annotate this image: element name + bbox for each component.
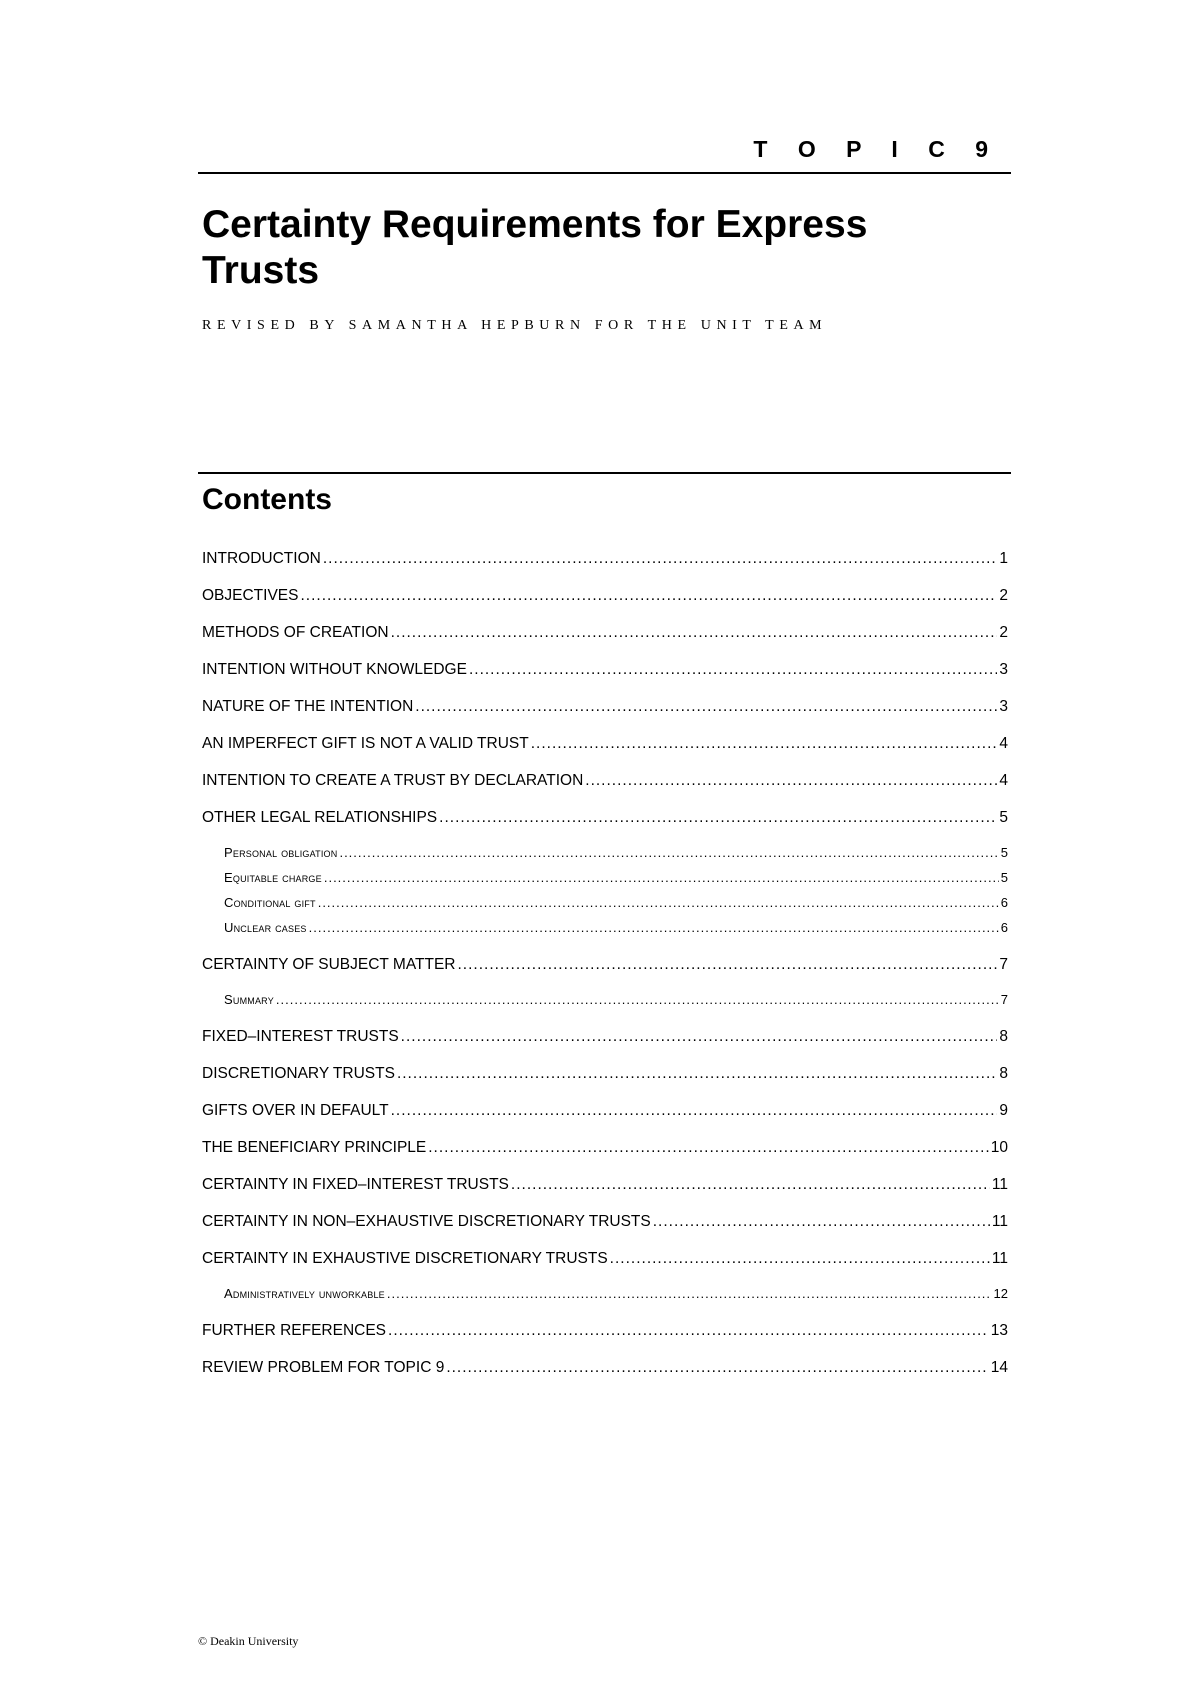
toc-page-number: 3 bbox=[999, 698, 1008, 715]
toc-page-number: 9 bbox=[999, 1102, 1008, 1119]
document-title: Certainty Requirements for Express Trusts bbox=[202, 203, 868, 292]
toc-page-number: 4 bbox=[999, 772, 1008, 789]
toc-entry-imperfect-gift[interactable] bbox=[202, 725, 1008, 762]
toc-entry-other-legal-relationships[interactable] bbox=[202, 799, 1008, 836]
toc-dot-leader bbox=[323, 540, 998, 577]
toc-page-number: 5 bbox=[999, 809, 1008, 826]
toc-entry-label: Personal obligation bbox=[224, 845, 338, 860]
toc-page-number: 5 bbox=[1000, 845, 1008, 860]
toc-dot-leader bbox=[388, 1312, 989, 1349]
toc-dot-leader bbox=[511, 1166, 990, 1203]
toc-entry-certainty-fixed-interest[interactable] bbox=[202, 1166, 1008, 1203]
toc-subentry-administratively-unworkable[interactable] bbox=[202, 1281, 1008, 1306]
toc-dot-leader bbox=[415, 688, 997, 725]
toc-subentry-unclear-cases[interactable] bbox=[202, 915, 1008, 940]
toc-entry-label: NATURE OF THE INTENTION bbox=[202, 698, 414, 715]
toc-entry-label: THE BENEFICIARY PRINCIPLE bbox=[202, 1139, 427, 1156]
toc-page-number: 14 bbox=[990, 1359, 1008, 1376]
toc-page-number: 8 bbox=[999, 1028, 1008, 1045]
toc-entry-objectives[interactable] bbox=[202, 577, 1008, 614]
toc-page-number: 6 bbox=[1000, 895, 1008, 910]
toc-page-number: 11 bbox=[991, 1213, 1008, 1230]
toc-dot-leader bbox=[610, 1240, 990, 1277]
toc-entry-beneficiary-principle[interactable] bbox=[202, 1129, 1008, 1166]
toc-entry-further-references[interactable] bbox=[202, 1312, 1008, 1349]
toc-page-number: 8 bbox=[999, 1065, 1008, 1082]
toc-entry-label: OBJECTIVES bbox=[202, 587, 299, 604]
toc-entry-intention-by-declaration[interactable] bbox=[202, 762, 1008, 799]
toc-dot-leader bbox=[469, 651, 997, 688]
toc-dot-leader bbox=[401, 1018, 998, 1055]
toc-entry-label: Summary bbox=[224, 992, 274, 1007]
toc-entry-label: Equitable charge bbox=[224, 870, 322, 885]
toc-dot-leader bbox=[324, 865, 999, 890]
toc-dot-leader bbox=[446, 1349, 988, 1386]
toc-entry-nature-of-the-intention[interactable] bbox=[202, 688, 1008, 725]
toc-page-number: 10 bbox=[990, 1139, 1008, 1156]
toc-subentry-conditional-gift[interactable] bbox=[202, 890, 1008, 915]
toc-page-number: 2 bbox=[999, 587, 1008, 604]
toc-entry-label: CERTAINTY IN EXHAUSTIVE DISCRETIONARY TRUSTS bbox=[202, 1250, 608, 1267]
toc-entry-certainty-exhaustive[interactable] bbox=[202, 1240, 1008, 1277]
toc-entry-certainty-of-subject-matter[interactable] bbox=[202, 946, 1008, 983]
toc-entry-label: Conditional gift bbox=[224, 895, 316, 910]
toc-dot-leader bbox=[585, 762, 997, 799]
toc-dot-leader bbox=[391, 1092, 998, 1129]
toc-dot-leader bbox=[531, 725, 998, 762]
toc-page-number: 13 bbox=[990, 1322, 1008, 1339]
toc-entry-label: METHODS OF CREATION bbox=[202, 624, 389, 641]
toc-page-number: 7 bbox=[999, 956, 1008, 973]
toc-entry-intention-without-knowledge[interactable] bbox=[202, 651, 1008, 688]
toc-entry-label: CERTAINTY OF SUBJECT MATTER bbox=[202, 956, 456, 973]
toc-entry-label: DISCRETIONARY TRUSTS bbox=[202, 1065, 395, 1082]
toc-dot-leader bbox=[439, 799, 997, 836]
toc-entry-gifts-over-in-default[interactable] bbox=[202, 1092, 1008, 1129]
toc-entry-certainty-non-exhaustive[interactable] bbox=[202, 1203, 1008, 1240]
toc-page-number: 11 bbox=[991, 1250, 1008, 1267]
toc-entry-label: AN IMPERFECT GIFT IS NOT A VALID TRUST bbox=[202, 735, 529, 752]
topic-label: T O P I C 9 bbox=[753, 136, 1000, 162]
toc-entry-label: INTENTION WITHOUT KNOWLEDGE bbox=[202, 661, 467, 678]
toc-page-number: 3 bbox=[999, 661, 1008, 678]
toc-subentry-personal-obligation[interactable] bbox=[202, 840, 1008, 865]
toc-page-number: 7 bbox=[1000, 992, 1008, 1007]
toc-entry-label: Unclear cases bbox=[224, 920, 307, 935]
toc-entry-label: REVIEW PROBLEM FOR TOPIC 9 bbox=[202, 1359, 445, 1376]
toc-dot-leader bbox=[653, 1203, 990, 1240]
toc-dot-leader bbox=[391, 614, 998, 651]
table-of-contents bbox=[202, 540, 1008, 1386]
contents-rule bbox=[198, 472, 1011, 474]
toc-entry-methods-of-creation[interactable] bbox=[202, 614, 1008, 651]
toc-entry-review-problem[interactable] bbox=[202, 1349, 1008, 1386]
toc-page-number: 12 bbox=[993, 1286, 1008, 1301]
toc-dot-leader bbox=[276, 987, 999, 1012]
toc-page-number: 1 bbox=[999, 550, 1008, 567]
toc-dot-leader bbox=[387, 1281, 992, 1306]
toc-entry-label: Administratively unworkable bbox=[224, 1286, 385, 1301]
toc-dot-leader bbox=[397, 1055, 997, 1092]
toc-page-number: 4 bbox=[999, 735, 1008, 752]
toc-dot-leader bbox=[300, 577, 997, 614]
toc-entry-label: GIFTS OVER IN DEFAULT bbox=[202, 1102, 389, 1119]
toc-page-number: 6 bbox=[1000, 920, 1008, 935]
toc-dot-leader bbox=[339, 840, 998, 865]
document-subtitle: REVISED BY SAMANTHA HEPBURN FOR THE UNIT TEAM bbox=[202, 318, 828, 333]
toc-entry-label: CERTAINTY IN NON–EXHAUSTIVE DISCRETIONARY TRUSTS bbox=[202, 1213, 651, 1230]
header-rule bbox=[198, 172, 1011, 174]
toc-entry-label: INTENTION TO CREATE A TRUST BY DECLARATION bbox=[202, 772, 584, 789]
toc-dot-leader bbox=[309, 915, 999, 940]
toc-page-number: 5 bbox=[1000, 870, 1008, 885]
toc-entry-label: CERTAINTY IN FIXED–INTEREST TRUSTS bbox=[202, 1176, 509, 1193]
toc-entry-label: OTHER LEGAL RELATIONSHIPS bbox=[202, 809, 438, 826]
toc-subentry-summary[interactable] bbox=[202, 987, 1008, 1012]
toc-entry-label: INTRODUCTION bbox=[202, 550, 321, 567]
contents-heading: Contents bbox=[202, 483, 332, 516]
toc-page-number: 11 bbox=[991, 1176, 1008, 1193]
toc-entry-label: FURTHER REFERENCES bbox=[202, 1322, 387, 1339]
toc-entry-discretionary-trusts[interactable] bbox=[202, 1055, 1008, 1092]
toc-dot-leader bbox=[318, 890, 999, 915]
toc-entry-label: FIXED–INTEREST TRUSTS bbox=[202, 1028, 399, 1045]
toc-entry-introduction[interactable] bbox=[202, 540, 1008, 577]
toc-page-number: 2 bbox=[999, 624, 1008, 641]
copyright-footer: © Deakin University bbox=[198, 1634, 299, 1648]
toc-dot-leader bbox=[457, 946, 997, 983]
toc-dot-leader bbox=[428, 1129, 989, 1166]
toc-entry-fixed-interest-trusts[interactable] bbox=[202, 1018, 1008, 1055]
toc-subentry-equitable-charge[interactable] bbox=[202, 865, 1008, 890]
